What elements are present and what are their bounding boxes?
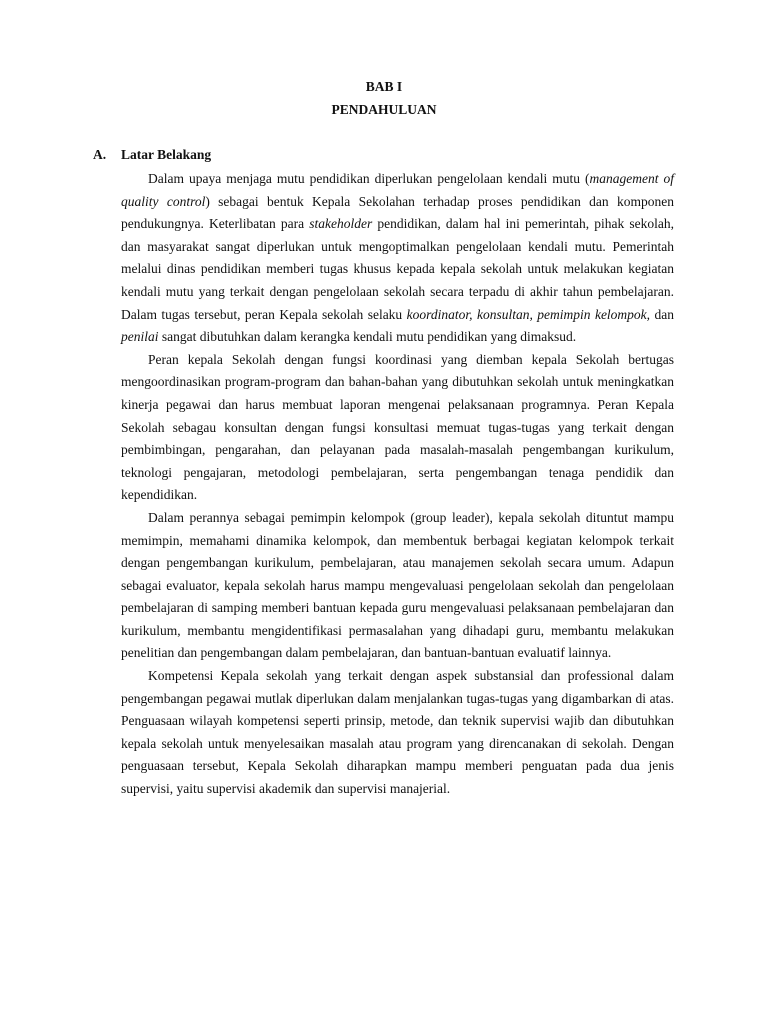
paragraph-1-italic-term-4: penilai: [121, 329, 159, 345]
paragraph-2: Peran kepala Sekolah dengan fungsi koordinasi yang diemban kepala Sekolah bertugas mengoordinasikan program-program dan bahan-bahan yang dibutuhkan sekolah untuk meningkatkan kinerja pegawai dan harus membuat laporan mengenai pelaksanaan programnya. Peran Kepala Sekolah sebagau konsultan dengan fungsi konsultasi memuat tugas-tugas yang terkait dengan pembimbingan, pengarahan, dan pelayanan pada masalah-masalah pengembangan kurikulum, teknologi pengajaran, metodologi pembelajaran, serta pengembangan tenaga pendidik dan kependidikan.: [121, 351, 674, 503]
section-letter: A.: [93, 147, 107, 162]
paragraph-1-text-2: ) sebagai bentuk Kepala Sekolahan terhadap proses pendidikan dan komponen pendukungnya. Keterlibatan para: [121, 193, 674, 232]
paragraph-3: Dalam perannya sebagai pemimpin kelompok (group leader), kepala sekolah dituntut mampu memimpin, memahami dinamika kelompok, dan membentuk berbagai kegiatan kelompok terkait dengan pengembangan kurikulum, pembelajaran, atau manajemen sekolah secara umum. Adapun sebagai evaluator, kepala sekolah harus mampu mengevaluasi pengelolaan sekolah dan pengelolaan pembelajaran di samping memberi bantuan kepada guru mengevaluasi pelaksanaan pembelajaran dan kurikulum, membantu mengidentifikasi permasalahan yang dihadapi guru, membantu melakukan penelitian dan pengembangan dalam pembelajaran, dan bantuan-bantuan evaluatif lainnya.: [121, 509, 674, 661]
section-heading: [93, 146, 211, 164]
paragraph-1-text-4: dan: [650, 306, 674, 322]
body-text: [121, 168, 674, 801]
paragraph-4: Kompetensi Kepala sekolah yang terkait dengan aspek substansial dan professional dalam pengembangan pegawai mutlak diperlukan dalam menjalankan tugas-tugas yang digambarkan di atas. Penguasaan wilayah kompetensi seperti prinsip, metode, dan teknik supervisi wajib dan dibutuhkan kepala sekolah untuk menyelesaikan masalah atau program yang direncanakan di sekolah. Dengan penguasaan tersebut, Kepala Sekolah diharapkan mampu memberi penguatan pada dua jenis supervisi, yaitu supervisi akademik dan supervisi manajerial.: [121, 668, 674, 797]
chapter-number: BAB I: [365, 79, 403, 94]
paragraph-1-italic-term-2: stakeholder: [309, 216, 373, 232]
chapter-title: PENDAHULUAN: [331, 102, 437, 117]
paragraph-1: [121, 168, 674, 349]
paragraph-1-italic-term-1: management of quality control: [121, 171, 675, 209]
paragraph-1-text-3: pendidikan, dalam hal ini pemerintah, pihak sekolah, dan masyarakat sangat diperlukan untuk mengoptimalkan pengelolaan kendali mutu. Pemerintah melalui dinas pendidikan memberi tugas khusus kepada kepala sekolah untuk melakukan kegiatan kendali mutu yang terkait dengan pengelolaan sekolah secara terpadu di akhir tahun pembelajaran. Dalam tugas tersebut, peran Kepala sekolah selaku: [121, 216, 675, 322]
section-title: Latar Belakang: [121, 147, 212, 162]
paragraph-1-text-5: sangat dibutuhkan dalam kerangka kendali mutu pendidikan yang dimaksud.: [158, 329, 577, 345]
paragraph-1-italic-term-3: koordinator, konsultan, pemimpin kelompok,: [406, 306, 651, 322]
paragraph-1-text-1: Dalam upaya menjaga mutu pendidikan diperlukan pengelolaan kendali mutu (: [148, 171, 590, 186]
